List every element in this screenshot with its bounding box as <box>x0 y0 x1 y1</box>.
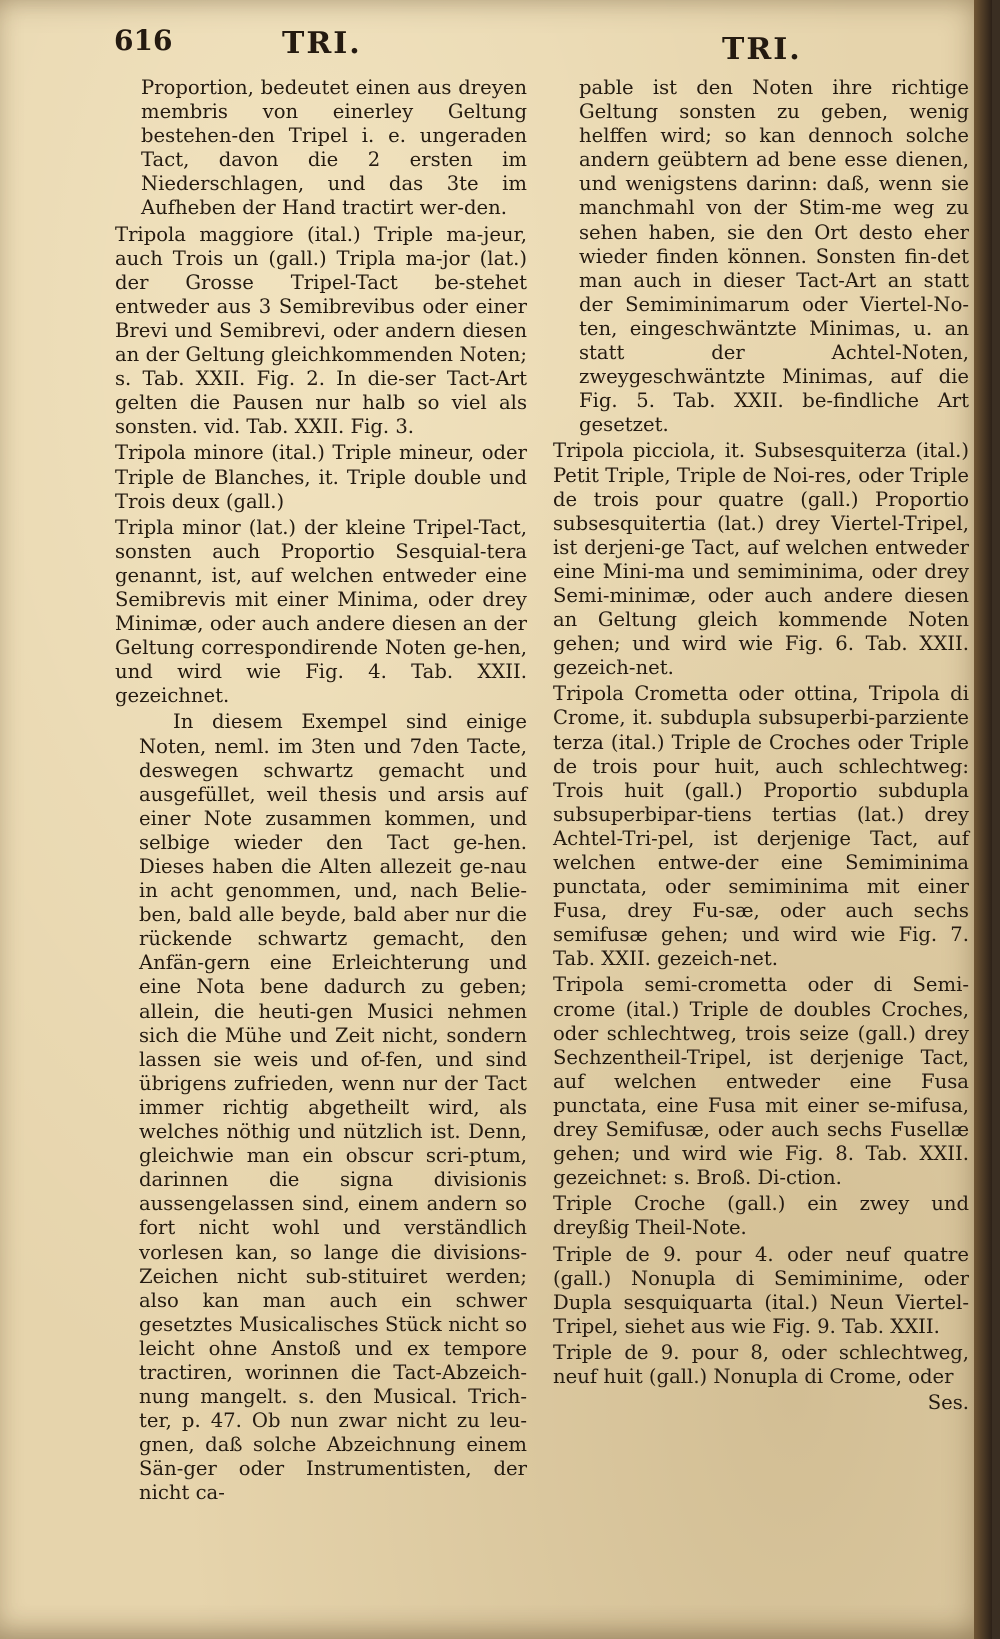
catchword: Ses. <box>927 1391 969 1415</box>
dictionary-entry: Tripola maggiore (ital.) Triple ma-jeur, auch Trois un (gall.) Tripla ma-jor (lat.) der Grosse Tripel-Tact be-stehet entweder aus 3 Semibrevibus oder einer Brevi und Semibrevi, oder andern diesen an der Geltung gleichkommenden Noten; s. Tab. XXII. Fig. 2. In die-ser Tact-Art gelten die Pausen nur halb so viel als sonsten. vid. Tab. XXII. Fig. 3. <box>115 222 527 439</box>
running-head-left: TRI. <box>282 26 362 61</box>
page-number: 616 <box>114 24 173 57</box>
book-spine-shadow <box>974 0 992 1639</box>
page-header <box>110 18 910 68</box>
running-head-right: TRI. <box>722 32 802 67</box>
dictionary-entry: Triple de 9. pour 8, oder schlechtweg, neuf huit (gall.) Nonupla di Crome, oder <box>553 1340 969 1388</box>
paragraph: pable ist den Noten ihre richtige Geltung sonsten zu geben, wenig helffen wird; so kan dennoch solche andern geübtern ad bene esse dienen, und wenigstens darinn: daß, wenn sie manchmahl von der Stim-me weg zu sehen haben, sie den Ort desto eher wieder finden können. Sonsten fin-det man auch in dieser Tact-Art an statt der Semiminimarum oder Viertel-No-ten, eingeschwäntzte Minimas, u. an statt der Achtel-Noten, zweygeschwäntzte Minimas, auf die Fig. 5. Tab. XXII. be-findliche Art gesetzet. <box>579 76 969 437</box>
dictionary-entry: Tripola Crometta oder ottina, Tripola di Crome, it. subdupla subsuperbi-parziente terza (ital.) Triple de Croches oder Triple de trois pour huit, auch schlechtweg: Trois huit (gall.) Proportio subdupla subsuperbipar-tiens tertias (lat.) drey Achtel-Tri-pel, ist derjenige Tact, auf welchen entwe-der eine Semiminima punctata, oder semiminima mit einer Fusa, drey Fu-sæ, oder auch sechs semifusæ gehen; und wird wie Fig. 7. Tab. XXII. gezeich-net. <box>553 682 969 971</box>
left-column <box>115 76 527 1508</box>
dictionary-entry: Tripola minore (ital.) Triple mineur, oder Triple de Blanches, it. Triple double und Trois deux (gall.) <box>115 441 527 513</box>
dictionary-entry: Tripla minor (lat.) der kleine Tripel-Tact, sonsten auch Proportio Sesquial-tera genannt, ist, auf welchen entweder eine Semibrevis mit einer Minima, oder drey Minimæ, oder auch andere diesen an der Geltung correspondirende Noten ge-hen, und wird wie Fig. 4. Tab. XXII. gezeichnet. <box>115 515 527 708</box>
dictionary-entry: Tripola semi-crometta oder di Semi-crome (ital.) Triple de doubles Croches, oder schlechtweg, trois seize (gall.) drey Sechzentheil-Tripel, ist derjenige Tact, auf welchen entweder eine Fusa punctata, eine Fusa mit einer se-mifusa, drey Semifusæ, oder auch sechs Fusellæ gehen; und wird wie Fig. 8. Tab. XXII. gezeichnet: s. Broß. Di-ction. <box>553 973 969 1190</box>
paragraph: Proportion, bedeutet einen aus dreyen membris von einerley Geltung bestehen-den Tripel i. e. ungeraden Tact, davon die 2 ersten im Niederschlagen, und das 3te im Aufheben der Hand tractirt wer-den. <box>141 76 527 220</box>
right-column <box>553 76 969 1417</box>
dictionary-entry: Triple de 9. pour 4. oder neuf quatre (gall.) Nonupla di Semiminime, oder Dupla sesquiquarta (ital.) Neun Viertel-Tripel, siehet aus wie Fig. 9. Tab. XXII. <box>553 1242 969 1338</box>
dictionary-entry: Triple Croche (gall.) ein zwey und dreyßig Theil-Note. <box>553 1192 969 1240</box>
dictionary-entry: Tripola picciola, it. Subsesquiterza (ital.) Petit Triple, Triple de Noi-res, oder Triple de trois pour quatre (gall.) Proportio subsesquitertia (lat.) drey Viertel-Tripel, ist derjeni-ge Tact, auf welchen entweder eine Mini-ma und semiminima, oder drey Semi-minimæ, oder auch andere diesen an Geltung gleich kommende Noten gehen; und wird wie Fig. 6. Tab. XXII. gezeich-net. <box>553 439 969 680</box>
paragraph: In diesem Exempel sind einige Noten, neml. im 3ten und 7den Tacte, deswegen schwartz gemacht und ausgefüllet, weil thesis und arsis auf einer Note zusammen kommen, und selbige wieder den Tact ge-hen. Dieses haben die Alten allezeit ge-nau in acht genommen, und, nach Belie-ben, bald alle beyde, bald aber nur die rückende schwartz gemacht, den Anfän-gern eine Erleichterung und eine Nota bene dadurch zu geben; allein, die heuti-gen Musici nehmen sich die Mühe und Zeit nicht, sondern lassen sie weis und of-fen, und sind übrigens zufrieden, wenn nur der Tact immer richtig abgetheilt wird, als welches nöthig und nützlich ist. Denn, gleichwie man ein obscur scri-ptum, darinnen die signa divisionis aussengelassen sind, einem andern so fort nicht wohl und verständlich vorlesen kan, so lange die divisions-Zeichen nicht sub-stituiret werden; also kan man auch ein schwer gesetztes Musicalisches Stück nicht so leicht ohne Anstoß und ex tempore tractiren, worinnen die Tact-Abzeich-nung mangelt. s. den Musical. Trich-ter, p. 47. Ob nun zwar nicht zu leu-gnen, daß solche Abzeichnung einem Sän-ger oder Instrumentisten, der nicht ca- <box>139 710 527 1505</box>
